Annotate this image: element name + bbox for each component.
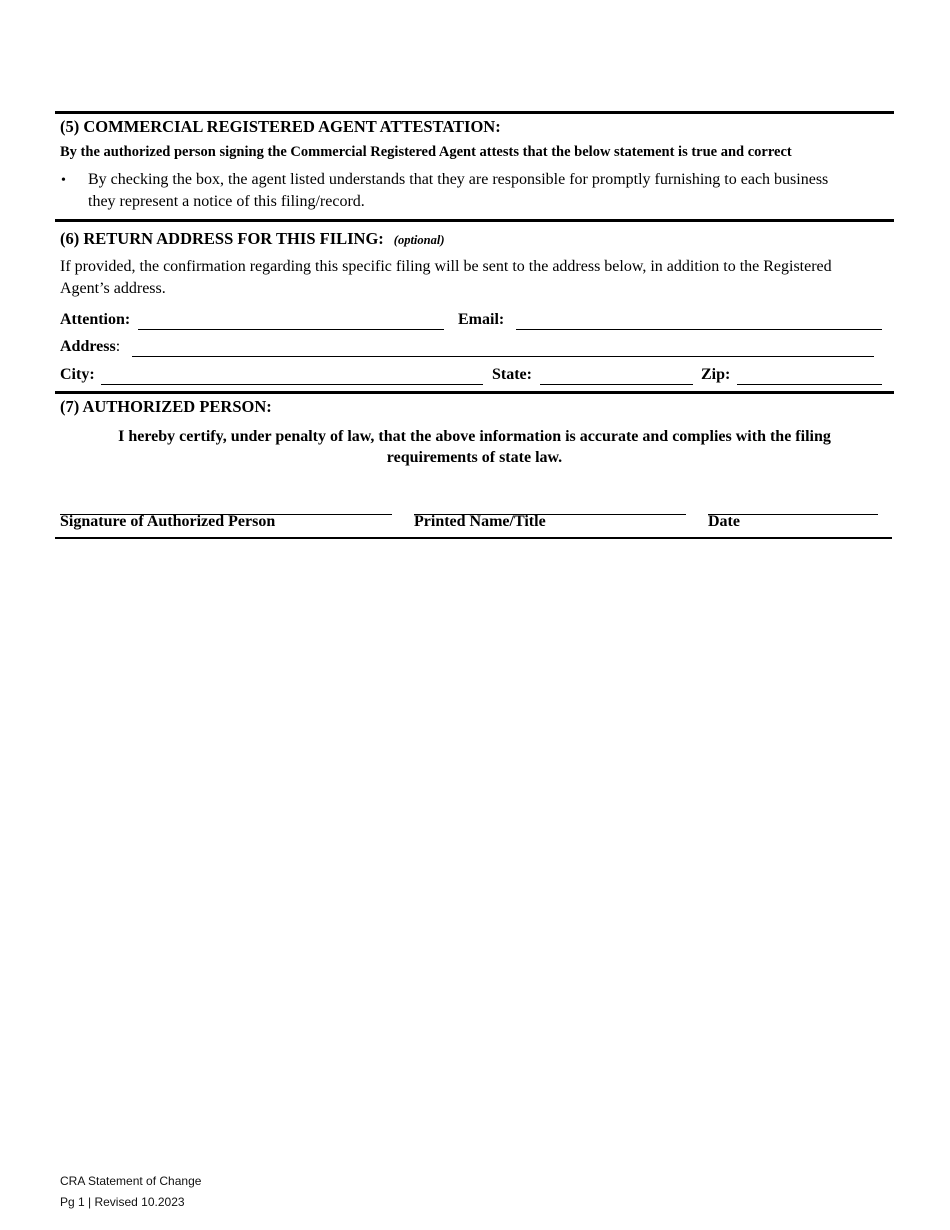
zip-label: Zip: xyxy=(701,366,731,383)
signature-label: Signature of Authorized Person xyxy=(60,513,276,530)
address-label-group xyxy=(60,338,120,356)
section-5-subheading: By the authorized person signing the Commercial Registered Agent attests that the below statement is true and correct xyxy=(60,144,792,160)
email-field[interactable] xyxy=(516,315,882,330)
address-field[interactable] xyxy=(132,342,874,357)
bullet-dot-icon: • xyxy=(61,173,66,188)
return-address-description-line-1: If provided, the confirmation regarding this specific filing will be sent to the address below, in addition to the Registered xyxy=(60,258,832,275)
footer-page-info: Pg 1 | Revised 10.2023 xyxy=(60,1195,185,1209)
city-label: City: xyxy=(60,366,95,383)
section-5-heading: (5) COMMERCIAL REGISTERED AGENT ATTESTATION: xyxy=(60,117,501,136)
certification-line-1: I hereby certify, under penalty of law, that the above information is accurate and complies with the filing xyxy=(118,428,831,445)
date-label: Date xyxy=(708,513,740,530)
certification-line-2: requirements of state law. xyxy=(386,449,563,466)
section-6-top-rule xyxy=(55,219,894,222)
address-label-colon: : xyxy=(115,338,121,355)
section-5-top-rule xyxy=(55,111,894,114)
section-6-heading: (6) RETURN ADDRESS FOR THIS FILING: xyxy=(60,229,384,248)
attestation-text-line-1: By checking the box, the agent listed understands that they are responsible for promptly furnishing to each business xyxy=(88,171,829,188)
section-7-bottom-rule xyxy=(55,537,892,539)
city-field[interactable] xyxy=(101,370,483,385)
email-label: Email: xyxy=(458,311,505,328)
section-7-heading: (7) AUTHORIZED PERSON: xyxy=(60,397,272,416)
return-address-description-line-2: Agent’s address. xyxy=(60,280,166,297)
attention-field[interactable] xyxy=(138,315,444,330)
section-6-heading-row xyxy=(60,229,445,249)
state-label: State: xyxy=(492,366,532,383)
printed-name-label: Printed Name/Title xyxy=(414,513,546,530)
attention-label: Attention: xyxy=(60,311,131,328)
attestation-text-line-2: they represent a notice of this filing/record. xyxy=(88,193,365,210)
optional-note: (optional) xyxy=(393,233,445,247)
section-7-top-rule xyxy=(55,391,894,394)
zip-field[interactable] xyxy=(737,370,882,385)
address-label: Address xyxy=(60,338,116,355)
state-field[interactable] xyxy=(540,370,693,385)
footer-form-name: CRA Statement of Change xyxy=(60,1174,202,1188)
